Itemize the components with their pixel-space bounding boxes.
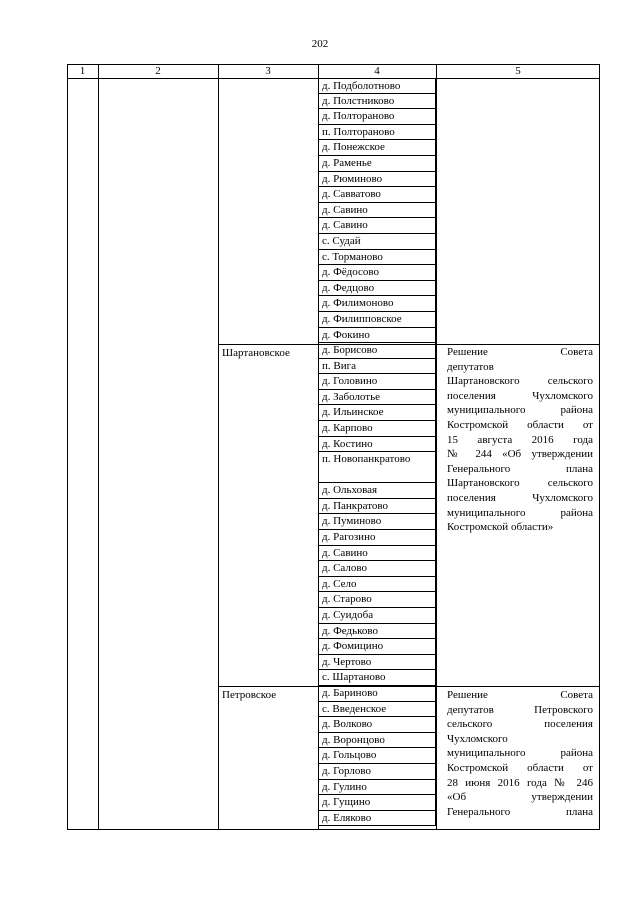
decision-line: поселения Чухломского	[447, 491, 593, 504]
page-number: 202	[311, 38, 329, 50]
decision-line: 15 августа 2016 года	[447, 433, 593, 446]
column-divider	[98, 64, 99, 830]
village-cell: д. Гулино	[318, 780, 436, 796]
decision-line: Решение Совета	[447, 346, 593, 358]
village-cell: д. Заболотье	[318, 390, 436, 406]
settlement-name: Петровское	[222, 689, 277, 701]
decision-line: 28 июня 2016 года № 246	[447, 776, 593, 789]
village-cell: д. Волково	[318, 717, 436, 733]
village-cell: д. Головино	[318, 374, 436, 390]
village-cell: п. Вига	[318, 359, 436, 375]
village-cell: с. Шартаново	[318, 670, 436, 686]
header-col-4: 4	[374, 65, 380, 77]
decision-text	[447, 345, 593, 535]
village-cell: д. Пуминово	[318, 514, 436, 530]
decision-line: сельского поселения	[447, 718, 593, 731]
village-cell: д. Салово	[318, 561, 436, 577]
village-cell: д. Борисово	[318, 343, 436, 359]
header-col-5: 5	[515, 65, 521, 77]
village-cell: д. Филимоново	[318, 296, 436, 312]
decision-text	[447, 688, 593, 819]
village-cell: д. Рюминово	[318, 172, 436, 188]
village-cell: с. Введенское	[318, 702, 436, 718]
village-cell: д. Бариново	[318, 686, 436, 702]
village-cell: д. Полстниково	[318, 94, 436, 110]
column-divider	[436, 64, 437, 830]
decision-line: Шартановского сельского	[447, 375, 593, 388]
village-cell: д. Панкратово	[318, 499, 436, 515]
column-divider	[218, 64, 219, 830]
village-cell: д. Раменье	[318, 156, 436, 172]
village-cell: п. Полтораново	[318, 125, 436, 141]
village-list	[318, 78, 436, 826]
village-cell: д. Карпово	[318, 421, 436, 437]
village-cell: д. Воронцово	[318, 733, 436, 749]
header-col-3: 3	[265, 65, 271, 77]
village-cell: д. Рагозино	[318, 530, 436, 546]
decision-line: депутатов Петровского	[447, 703, 593, 716]
decision-line: Генерального плана	[447, 805, 593, 818]
decision-line: № 244 «Об утверждении	[447, 448, 593, 461]
decision-line: депутатов	[447, 360, 494, 373]
village-cell: д. Понежское	[318, 140, 436, 156]
village-cell: д. Фокино	[318, 328, 436, 344]
village-cell: с. Торманово	[318, 250, 436, 266]
village-cell: п. Новопанкратово	[318, 452, 436, 483]
village-cell: д. Ильинское	[318, 405, 436, 421]
village-cell: д. Фёдосово	[318, 265, 436, 281]
village-cell: д. Суидоба	[318, 608, 436, 624]
village-cell: д. Гольцово	[318, 748, 436, 764]
decision-line: Шартановского сельского	[447, 477, 593, 490]
village-cell: д. Еляково	[318, 811, 436, 827]
decision-line: Костромской области»	[447, 521, 554, 534]
settlement-name: Шартановское	[222, 347, 290, 359]
village-cell: д. Костино	[318, 437, 436, 453]
village-cell: д. Подболотново	[318, 78, 436, 94]
decision-line: «Об утверждении	[447, 791, 593, 804]
decision-line: поселения Чухломского	[447, 389, 593, 402]
village-cell: д. Филипповское	[318, 312, 436, 328]
header-col-2: 2	[155, 65, 161, 77]
decision-line: Решение Совета	[447, 689, 593, 701]
village-cell: д. Гущино	[318, 795, 436, 811]
decision-line: муниципального района	[447, 747, 593, 760]
header-col-1: 1	[79, 65, 86, 77]
village-cell: д. Фомицино	[318, 639, 436, 655]
decision-line: Костромской области от	[447, 418, 593, 431]
village-cell: д. Савино	[318, 218, 436, 234]
village-cell: д. Федцово	[318, 281, 436, 297]
decision-line: Чухломского	[447, 732, 508, 745]
village-cell: д. Полтораново	[318, 109, 436, 125]
decision-line: Генерального плана	[447, 462, 593, 475]
decision-line: муниципального района	[447, 506, 593, 519]
village-cell: д. Старово	[318, 592, 436, 608]
village-cell: д. Савватово	[318, 187, 436, 203]
village-cell: д. Горлово	[318, 764, 436, 780]
decision-line: Костромской области от	[447, 761, 593, 774]
village-cell: д. Федьково	[318, 624, 436, 640]
decision-line: муниципального района	[447, 404, 593, 417]
village-cell: д. Ольховая	[318, 483, 436, 499]
village-cell: д. Савино	[318, 546, 436, 562]
village-cell: д. Село	[318, 577, 436, 593]
village-cell: д. Савино	[318, 203, 436, 219]
village-cell: с. Судай	[318, 234, 436, 250]
village-cell: д. Чертово	[318, 655, 436, 671]
